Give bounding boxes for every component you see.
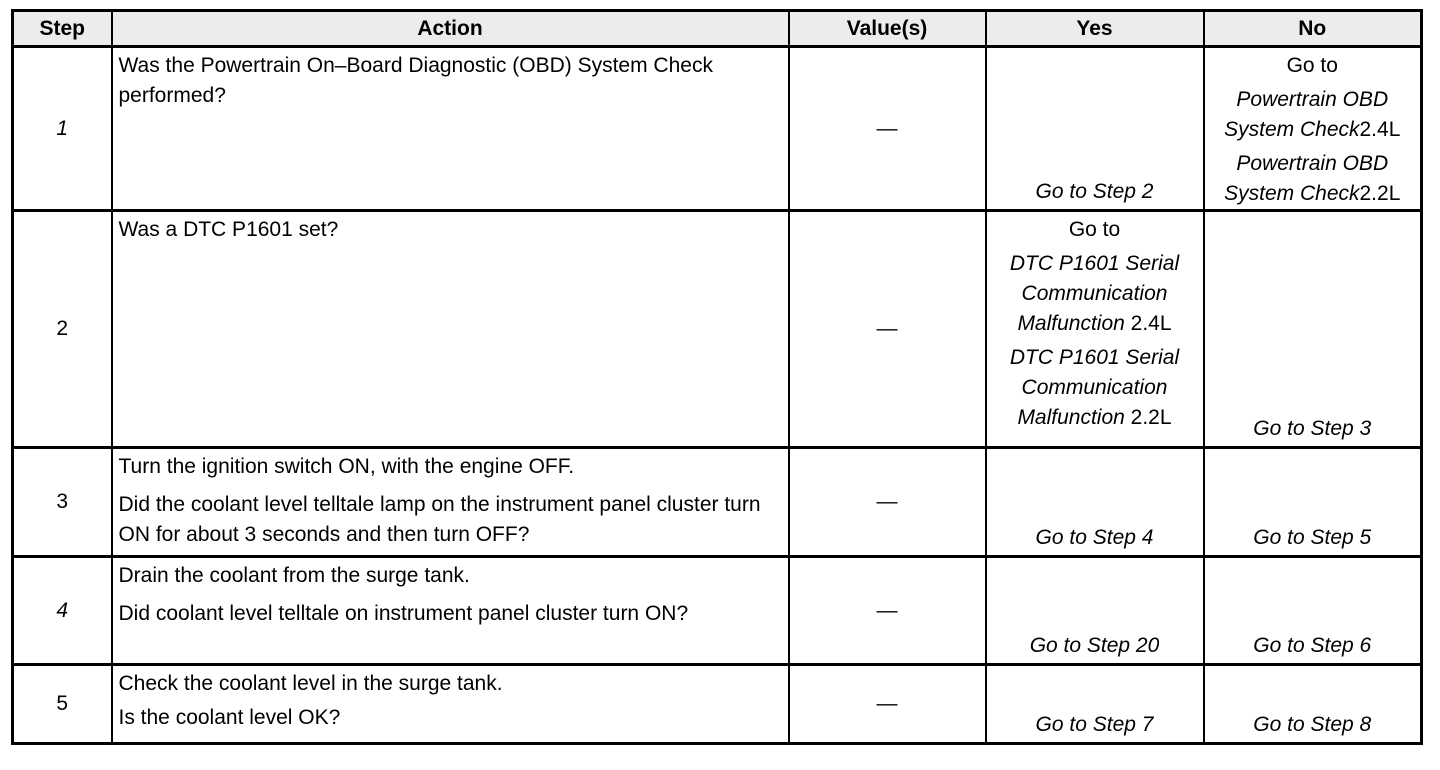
ref-tail: 2.2L <box>1359 182 1401 205</box>
yes-ref-link-2-4l[interactable] <box>987 249 1203 339</box>
table-row-step-4 <box>13 557 1422 665</box>
table-row-step-2 <box>13 211 1422 448</box>
step-number: 1 <box>13 47 112 211</box>
yes-cell <box>986 665 1204 744</box>
action-cell <box>112 211 789 448</box>
no-goto-prefix: Go to <box>1286 54 1338 77</box>
yes-goto-link[interactable]: Go to Step 7 <box>1035 713 1154 736</box>
value-cell: — <box>789 448 986 557</box>
action-cell <box>112 47 789 211</box>
step-number: 4 <box>13 557 112 665</box>
step-number: 5 <box>13 665 112 744</box>
ref-line: System Check <box>1224 182 1360 205</box>
no-ref-link-2-2l[interactable] <box>1205 149 1421 209</box>
yes-cell <box>986 47 1204 211</box>
table-row-step-3 <box>13 448 1422 557</box>
no-goto-link[interactable]: Go to Step 8 <box>1253 713 1372 736</box>
ref-line: Powertrain OBD <box>1236 88 1389 111</box>
action-cell <box>112 557 789 665</box>
table-row-step-1 <box>13 47 1422 211</box>
diagnostic-table <box>11 9 1423 745</box>
ref-line: Powertrain OBD <box>1236 152 1389 175</box>
value-cell: — <box>789 557 986 665</box>
action-text: Did the coolant level telltale lamp on the instrument panel cluster turn ON for about 3 seconds and then turn OFF? <box>118 493 761 546</box>
action-text: Was the Powertrain On–Board Diagnostic (OBD) System Check performed? <box>118 54 713 107</box>
ref-line: Communication <box>1021 376 1168 399</box>
value-cell: — <box>789 211 986 448</box>
action-text: Check the coolant level in the surge tank. <box>118 672 503 695</box>
action-text: Was a DTC P1601 set? <box>118 218 339 241</box>
no-cell <box>1204 47 1422 211</box>
no-goto-link[interactable]: Go to Step 3 <box>1253 417 1372 440</box>
yes-cell <box>986 211 1204 448</box>
header-no: No <box>1204 11 1422 47</box>
no-goto-link[interactable]: Go to Step 6 <box>1253 634 1372 657</box>
ref-line: Communication <box>1021 282 1168 305</box>
yes-goto-link[interactable]: Go to Step 4 <box>1035 526 1154 549</box>
yes-goto-prefix: Go to <box>1068 218 1121 241</box>
action-text: Turn the ignition switch ON, with the engine OFF. <box>118 455 575 478</box>
no-goto-link[interactable]: Go to Step 5 <box>1253 526 1372 549</box>
no-cell <box>1204 665 1422 744</box>
action-text: Is the coolant level OK? <box>118 706 341 729</box>
ref-tail: 2.2L <box>1130 406 1172 429</box>
yes-goto-link[interactable]: Go to Step 20 <box>1029 634 1160 657</box>
value-cell: — <box>789 47 986 211</box>
step-number: 3 <box>13 448 112 557</box>
yes-cell <box>986 448 1204 557</box>
header-row <box>13 11 1422 47</box>
action-cell <box>112 665 789 744</box>
step-number: 2 <box>13 211 112 448</box>
no-cell <box>1204 211 1422 448</box>
yes-goto-link[interactable]: Go to Step 2 <box>1035 180 1154 203</box>
ref-line: System Check <box>1224 118 1360 141</box>
ref-tail: 2.4L <box>1130 312 1172 335</box>
ref-line: Malfunction <box>1017 406 1125 429</box>
header-values: Value(s) <box>789 11 986 47</box>
ref-line: DTC P1601 Serial <box>1009 346 1180 369</box>
no-ref-link-2-4l[interactable] <box>1205 85 1421 145</box>
ref-line: DTC P1601 Serial <box>1009 252 1180 275</box>
action-text: Did coolant level telltale on instrument panel cluster turn ON? <box>118 602 689 625</box>
header-step: Step <box>13 11 112 47</box>
no-cell <box>1204 557 1422 665</box>
header-yes: Yes <box>986 11 1204 47</box>
yes-ref-link-2-2l[interactable] <box>987 343 1203 433</box>
header-action: Action <box>112 11 789 47</box>
table-row-step-5 <box>13 665 1422 744</box>
value-cell: — <box>789 665 986 744</box>
ref-line: Malfunction <box>1017 312 1125 335</box>
action-text: Drain the coolant from the surge tank. <box>118 564 470 587</box>
ref-tail: 2.4L <box>1359 118 1401 141</box>
no-cell <box>1204 448 1422 557</box>
yes-cell <box>986 557 1204 665</box>
action-cell <box>112 448 789 557</box>
